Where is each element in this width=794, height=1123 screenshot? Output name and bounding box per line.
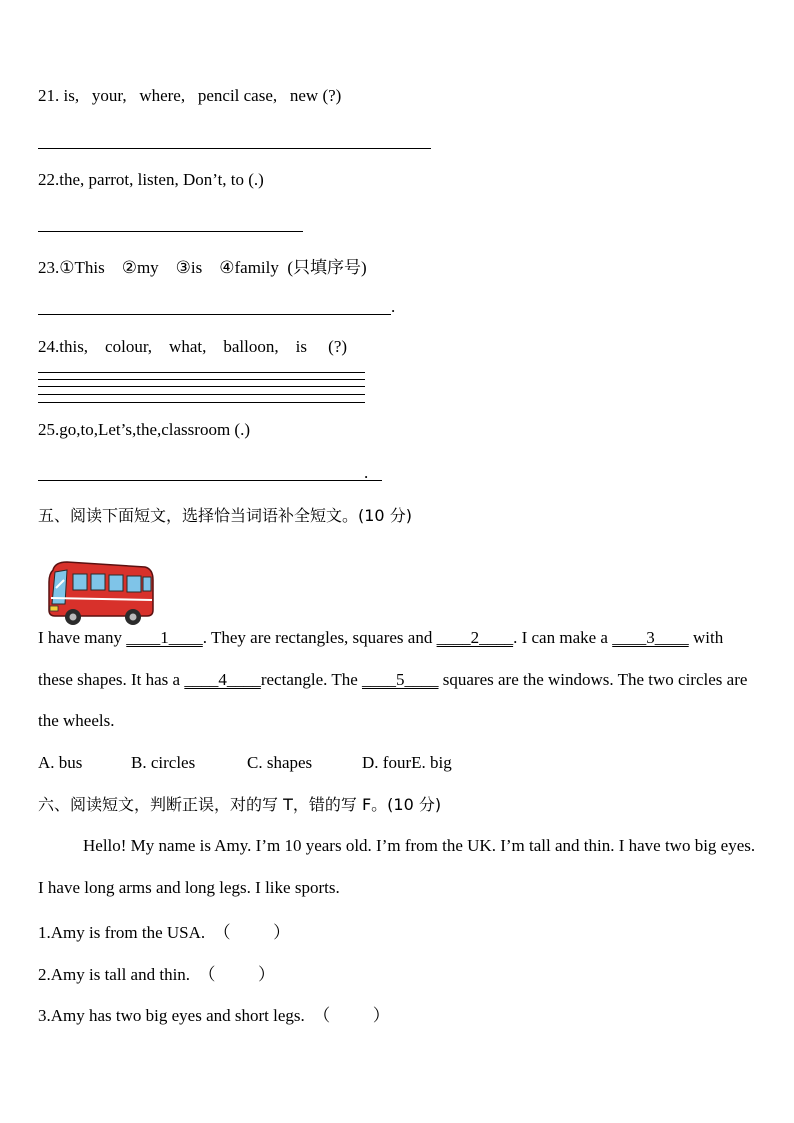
question-25: 25.go,to,Let’s,the,classroom (.) (38, 420, 250, 439)
blank-1: ____1____ (126, 628, 203, 647)
passage-text-4: with these shapes. It has a (38, 628, 724, 689)
tf-item-1: 1.Amy is from the USA. （ ） (38, 923, 291, 942)
tf-item-3: 3.Amy has two big eyes and short legs. （ ） (38, 1006, 390, 1025)
answer-period-25: . (364, 463, 369, 482)
answer-line-25 (38, 480, 382, 481)
blank-3: ____3____ (612, 628, 689, 647)
section-5-passage (38, 617, 756, 742)
answer-line-21 (38, 148, 431, 149)
passage-text-2: . They are rectangles, squares and (202, 628, 437, 647)
blank-5: ____5____ (362, 669, 439, 689)
answer-line-22 (38, 231, 303, 232)
question-22: 22.the, parrot, listen, Don’t, to (.) (38, 170, 264, 189)
blank-2: ____2____ (436, 628, 514, 647)
question-24: 24.this, colour, what, balloon, is (?) (38, 337, 348, 356)
answer-line-23 (38, 314, 391, 315)
writing-line-3 (38, 386, 365, 387)
section-6-heading: 六、阅读短文，判断正误，对的写 T，错的写 F。(10 分) (38, 795, 442, 814)
tf-item-2: 2.Amy is tall and thin. （ ） (38, 965, 276, 984)
option-a: A. bus (38, 753, 83, 772)
passage-text-3: . I can make a (513, 628, 613, 647)
passage-text-6: squares are the windows. The two circles are the wheels. (38, 669, 748, 730)
writing-line-2 (38, 379, 365, 380)
option-d-e: D. fourE. big (362, 753, 452, 772)
writing-line-1 (38, 372, 365, 373)
passage-text-5: rectangle. The (260, 669, 363, 689)
question-21: 21. is, your, where, pencil case, new (?) (38, 86, 342, 105)
passage-text-1: I have many (38, 628, 127, 647)
section-6-passage: Hello! My name is Amy. I’m 10 years old. I’m from the UK. I’m tall and thin. I have two big eyes. I have long arms and long legs. I like sports. (38, 836, 756, 897)
writing-line-4 (38, 394, 365, 395)
question-23: 23.①This ②my ③is ④family (只填序号) (38, 258, 367, 277)
option-c: C. shapes (247, 753, 313, 772)
writing-line-5 (38, 402, 365, 403)
blank-4: ____4____ (184, 669, 261, 689)
option-b: B. circles (131, 753, 196, 772)
answer-period-23: . (391, 297, 396, 316)
section-5-heading: 五、阅读下面短文，选择恰当词语补全短文。(10 分) (38, 506, 412, 525)
